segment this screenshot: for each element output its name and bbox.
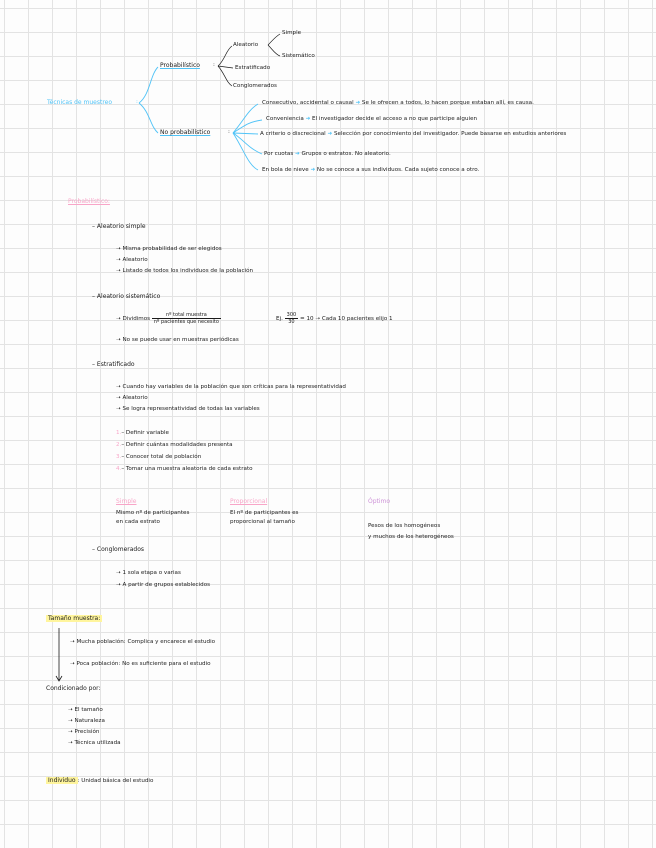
list-item: ➝ Misma probabilidad de ser elegidos <box>116 246 222 252</box>
tamano-item-text: No es suficiente para el estudio <box>122 661 211 667</box>
mindmap-root: Técnicas de muestreo <box>47 99 113 106</box>
list-item-text: Naturaleza <box>74 718 105 724</box>
list-item: ➝ 1 sola etapa o varias <box>116 570 181 576</box>
np-item-label: Conveniencia <box>266 116 304 122</box>
heading-aleatorio-simple: – Aleatorio simple <box>92 223 146 230</box>
tamano-item-label: Mucha población <box>76 639 124 645</box>
example-result: Cada 10 pacientes elijo 1 <box>321 316 393 322</box>
list-item-text: Listado de todos los individuos de la población <box>122 268 254 274</box>
heading-text: Conglomerados <box>96 546 145 553</box>
np-item-consecutivo <box>262 100 534 107</box>
np-item-label: En bola de nieve <box>262 167 309 173</box>
list-item-text: Técnica utilizada <box>74 740 121 746</box>
prob-section-title: Probabilístico: <box>68 198 110 205</box>
list-item: ➝ A partir de grupos establecidos <box>116 582 211 588</box>
type-title-optimo: Óptimo <box>368 498 391 505</box>
arrow-icon: ➜ <box>295 151 302 157</box>
step-number: 1. <box>116 430 122 436</box>
np-item-cuotas <box>264 151 391 158</box>
type-title-proporcional: Proporcional <box>230 498 268 505</box>
np-item-desc: Grupos o estratos. No aleatorio. <box>301 151 391 157</box>
np-item-desc: El investigador decide el acceso a no que participe alguien <box>312 116 478 122</box>
type-desc-line: El nº de participantes es <box>230 510 299 516</box>
np-item-bola-nieve <box>262 167 479 174</box>
list-item-text: Aleatorio <box>122 257 148 263</box>
np-item-desc: Selección por conocimiento del investigador. Puede basarse en estudios anteriores <box>333 131 567 137</box>
tamano-item-text: Complica y encarece el estudio <box>127 639 216 645</box>
list-item-text: Aleatorio <box>122 395 148 401</box>
type-desc-line: Pesos de los homogéneos <box>368 523 441 529</box>
list-item: ➝ Se logra representatividad de todas las variables <box>116 406 260 412</box>
type-desc-line: Mismo nº de participantes <box>116 510 190 516</box>
root-colon: : <box>136 99 138 105</box>
np-item-desc: Se le ofrecen a todos, lo hacen porque estaban allí, es causa. <box>361 100 534 106</box>
example-prefix: Ej. <box>276 316 283 322</box>
fraction-denominator: 30 <box>288 319 295 325</box>
list-item: ➝ El tamaño <box>68 707 103 713</box>
list-item: ➝ Técnica utilizada <box>68 740 121 746</box>
tamano-title-text: Tamaño muestra <box>48 615 99 622</box>
list-item-text: 1 sola etapa o varias <box>122 570 181 576</box>
branch-probabilistico: Probabilístico <box>160 62 200 69</box>
step-item: 4.– Tomar una muestra aleatoria de cada estrato <box>116 466 253 472</box>
heading-conglomerados: – Conglomerados <box>92 546 145 553</box>
list-item-text: No se puede usar en muestras periódicas <box>122 337 239 343</box>
branch-probabilistico-colon: : <box>213 62 215 68</box>
tamano-title: Tamaño muestra: <box>48 615 101 622</box>
step-number: 3. <box>116 454 122 460</box>
arrow-icon: ➜ <box>355 100 362 106</box>
heading-text: Aleatorio sistemático <box>96 293 161 300</box>
tamano-item-label: Poca población <box>76 661 119 667</box>
list-item: ➝ Cuando hay variables de la población que son críticas para la representatividad <box>116 384 346 390</box>
list-item-text: Cuando hay variables de la población que son críticas para la representatividad <box>122 384 346 390</box>
step-text: Definir variable <box>125 430 169 436</box>
type-desc-line: en cada estrato <box>116 519 160 525</box>
list-item-text: Precisión <box>74 729 100 735</box>
type-desc-line: y muchos de los heterogéneos <box>368 534 454 540</box>
step-item: 2.– Definir cuántas modalidades presenta <box>116 442 233 448</box>
list-item: ➝ Naturaleza <box>68 718 105 724</box>
list-item-text: Se logra representatividad de todas las variables <box>122 406 260 412</box>
fraction-numerator: 300 <box>286 312 297 318</box>
example-fraction <box>285 312 299 325</box>
tamano-item: ➝ Poca población: No es suficiente para el estudio <box>70 661 211 667</box>
list-item: ➝ Aleatorio <box>116 395 148 401</box>
np-item-label: Consecutivo, accidental o causal <box>262 100 354 106</box>
type-title-simple: Simple <box>116 498 137 505</box>
individuo-definition: Individuo : Unidad básica del estudio <box>48 777 154 784</box>
node-sistematico: Sistemático <box>282 53 315 59</box>
step-text: Definir cuántas modalidades presenta <box>125 442 233 448</box>
heading-text: Aleatorio simple <box>96 223 146 230</box>
heading-aleatorio-sistematico: – Aleatorio sistemático <box>92 293 161 300</box>
step-text: Conocer total de población <box>125 454 202 460</box>
node-estratificado: Estratificado <box>235 65 271 71</box>
node-conglomerados: Conglomerados <box>233 83 277 89</box>
step-item: 3.– Conocer total de población <box>116 454 202 460</box>
individuo-label: Individuo <box>48 777 76 784</box>
division-formula: ➝ Dividimos $\frac{\text{nº total muestra}}{\text{nº pacientes que necesito}}$ <box>116 312 219 325</box>
node-aleatorio: Aleatorio <box>233 42 259 48</box>
step-text: Tomar una muestra aleatoria de cada estrato <box>125 466 253 472</box>
list-item-text: Misma probabilidad de ser elegidos <box>122 246 222 252</box>
type-desc-line: proporcional al tamaño <box>230 519 295 525</box>
np-item-label: Por cuotas <box>264 151 294 157</box>
fraction-numerator: nº total muestra <box>152 312 221 319</box>
np-item-criterio <box>260 131 566 138</box>
list-item: ➝ Precisión <box>68 729 100 735</box>
step-item: 1.– Definir variable <box>116 430 169 436</box>
branch-no-probabilistico: No probabilístico <box>160 129 211 136</box>
fraction-denominator: nº pacientes que necesito <box>153 319 219 325</box>
node-simple: Simple <box>282 30 302 36</box>
condicionado-title: Condicionado por: <box>46 685 101 692</box>
heading-text: Estratificado <box>96 361 135 368</box>
list-item: ➝ No se puede usar en muestras periódicas <box>116 337 239 343</box>
step-number: 2. <box>116 442 122 448</box>
heading-estratificado: – Estratificado <box>92 361 135 368</box>
example-result-number: = 10 <box>299 316 314 322</box>
np-item-conveniencia <box>266 116 477 123</box>
arrow-icon: ➜ <box>310 167 317 173</box>
fraction <box>152 312 221 325</box>
arrow-icon: ➜ <box>305 116 313 122</box>
individuo-text: Unidad básica del estudio <box>81 778 154 784</box>
division-example: Ej. $\frac{300}{30}$ = 10 ➝ Cada 10 pacientes elijo 1 <box>276 312 393 325</box>
np-item-label: A criterio o discrecional <box>260 131 326 137</box>
np-item-desc: No se conoce a sus individuos. Cada sujeto conoce a otro. <box>316 167 480 173</box>
list-item-text: A partir de grupos establecidos <box>122 582 211 588</box>
arrow-icon: ➜ <box>327 131 334 137</box>
list-item: ➝ Aleatorio <box>116 257 148 263</box>
branch-no-probabilistico-colon: : <box>228 129 230 135</box>
step-number: 4. <box>116 466 122 472</box>
tamano-item: ➝ Mucha población: Complica y encarece el estudio <box>70 639 216 645</box>
list-item: ➝ Listado de todos los individuos de la población <box>116 268 254 274</box>
list-item-text: El tamaño <box>74 707 103 713</box>
division-label: Dividimos <box>122 316 151 322</box>
